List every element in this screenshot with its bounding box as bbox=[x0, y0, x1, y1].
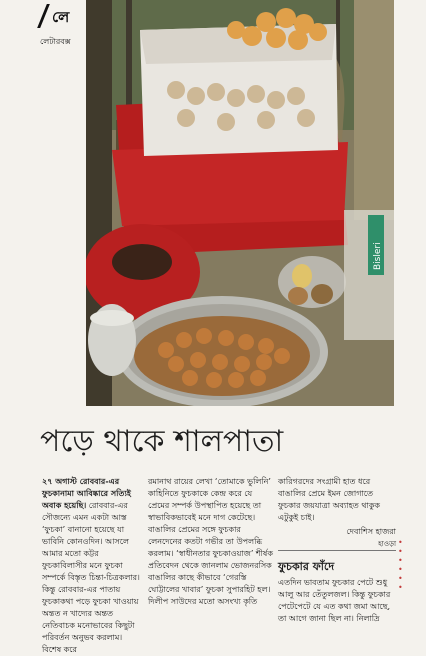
section-heading: ফুচকার ফাঁদে bbox=[278, 560, 335, 573]
signature-place: হাওড়া bbox=[378, 540, 396, 548]
letter-signature bbox=[278, 526, 396, 550]
letter-body-1: রোববার-এর সৌজন্যে এমন একটা আস্ত ‘ফুচকা’ বানানো হয়েছে যা ভাবিনি কোনওদিন। আসলে আমার মতো কট্টর ফুচকাবিলাসীর মনে ফুচকা সম্পর্কে বিস্তৃত চিন্তা-চিত্রকলার। কিন্তু রোববার-এর পাতায় ফুচকাকথা পড়ে ফুচকা খাওয়ায় অন্তত ন খাদ্যের অন্তত নেতিবাচক মনোভাবের কিছুটা পরিবর্তন অনুভব করলাম। বিশেষ করে bbox=[42, 501, 140, 654]
article-headline: পড়ে থাকে শালপাতা bbox=[40, 424, 284, 459]
margin-marks: • • • • • • bbox=[398, 538, 403, 592]
letter-body-3: কারিগরদের সংগ্রামী হাত ধরে বাঙালির প্রেমে ইমন জোগাতে ফুচকার জয়যাত্রা অব্যাহত থাকুক এটুকুই চাই। bbox=[278, 477, 381, 522]
letter-lead: ২৭ অগাস্ট রোববার-এর ফুচকানামা আবিষ্কারে সত্যিই অবাক হয়েছি। bbox=[42, 477, 131, 510]
masthead-slash-mark bbox=[37, 4, 50, 28]
letter-column-1 bbox=[42, 476, 142, 656]
letter-column-2 bbox=[148, 476, 274, 608]
section-body: এতদিন ভাবতাম ফুচকার পেটে শুধু আলু আর তেঁতুলজল। কিন্তু ফুচকার পেটেপেটে যে এত কথা জমা আছে, তা আগে জানা ছিল না। নিলাদ্রি bbox=[278, 578, 391, 623]
signature-name: দেবাশিস হাজরা bbox=[346, 527, 396, 536]
letter-body-2: রমানাথ রায়ের লেখা ‘তোমাকে ভুলিনি’ কাহিনিতে ফুচকাকে কেন্দ্র করে যে প্রেমের সম্পর্ক উপস্থাপিত হয়েছে তা স্বাভাবিকভাবেই মনে দাগ কেটেছে। বাঙালির প্রেমের সঙ্গে ফুচকার লেনদেনের কতটা গভীর তা উপলব্ধি করলাম। ‘স্বাধীনতার ফুচকাওয়াজ’ শীর্ষক প্রতিবেদন থেকে জানলাম ভোজনরসিক বাঙালির কাছে কীভাবে ‘গেরস্তি ঘোট্টালের খাবার’ ফুচকা সুপারহিট হল। দিলীপ সাউদের মতো অসংখ্য কৃতি bbox=[148, 477, 273, 606]
section-name: লেটারবক্স bbox=[40, 37, 71, 46]
street-food-photo bbox=[86, 0, 394, 406]
bottle-label-text: Bisleri bbox=[373, 242, 383, 270]
masthead-mark: লে bbox=[52, 8, 70, 26]
column-divider bbox=[278, 550, 396, 551]
letter-column-3 bbox=[278, 476, 396, 625]
